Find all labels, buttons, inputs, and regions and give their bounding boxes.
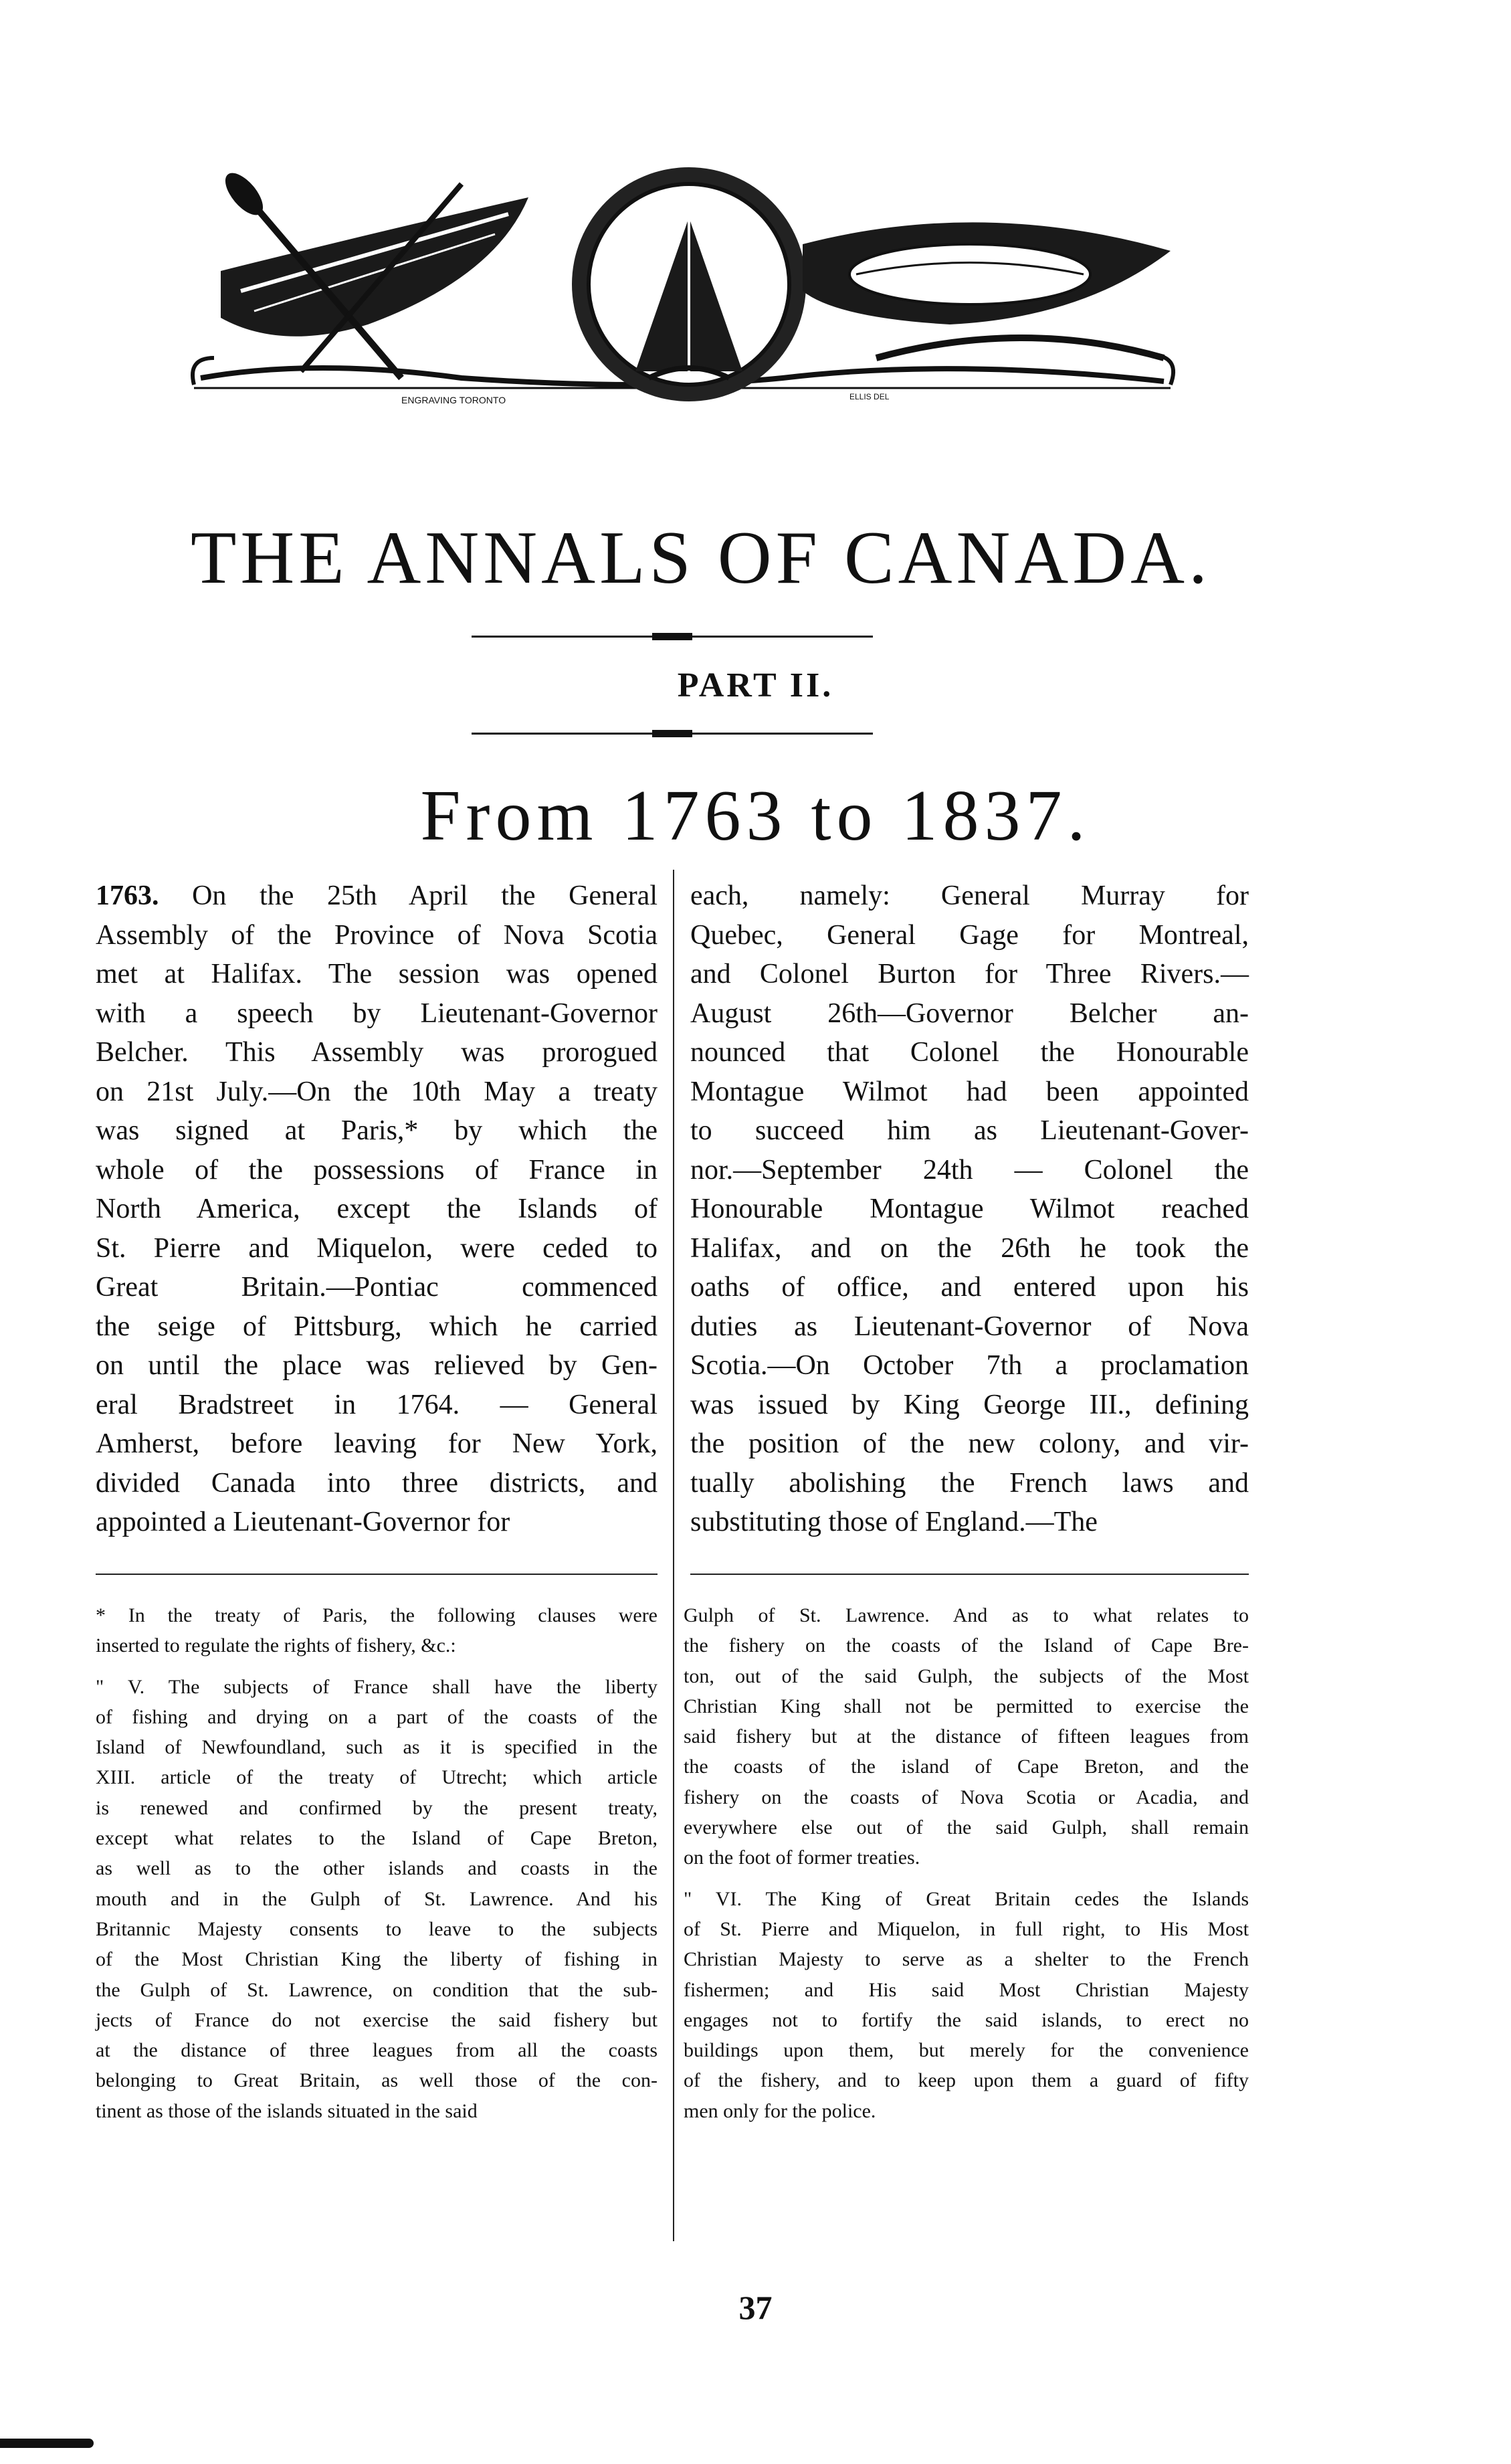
footnote-line: belonging to Great Britain, as well those of the con-: [96, 2069, 658, 2092]
footnote-line: the Gulph of St. Lawrence, on condition that the sub-: [96, 1978, 658, 2001]
divider-rule-top: [472, 636, 873, 638]
body-line: Belcher. This Assembly was prorogued: [96, 1037, 658, 1068]
footnote-line: inserted to regulate the rights of fishery, &c.:: [96, 1634, 456, 1657]
page-title: THE ANNALS OF CANADA.: [191, 516, 1212, 599]
body-line: oaths of office, and entered upon his: [690, 1272, 1249, 1303]
body-column-left: [96, 876, 658, 1542]
footnote-line: * In the treaty of Paris, the following clauses were: [96, 1604, 658, 1626]
footnote-column-left: [96, 1600, 658, 2126]
body-line: eral Bradstreet in 1764. — General: [96, 1389, 658, 1420]
footnote-line: men only for the police.: [684, 2099, 876, 2122]
body-line: was issued by King George III., defining: [690, 1389, 1249, 1420]
footnote-line: of fishing and drying on a part of the coasts of the: [96, 1705, 658, 1728]
body-line: Halifax, and on the 26th he took the: [690, 1232, 1249, 1264]
body-line: Scotia.—On October 7th a proclamation: [690, 1350, 1249, 1381]
footnote-line: " VI. The King of Great Britain cedes the Islands: [684, 1887, 1249, 1910]
fish-icon: [803, 222, 1171, 358]
body-line: divided Canada into three districts, and: [96, 1467, 658, 1499]
body-line: tually abolishing the French laws and: [690, 1467, 1249, 1499]
engraver-credit-right: ELLIS DEL: [849, 392, 890, 401]
body-line: Honourable Montague Wilmot reached: [690, 1194, 1249, 1224]
body-line: whole of the possessions of France in: [96, 1154, 658, 1186]
body-line: nor.—September 24th — Colonel the: [690, 1154, 1249, 1186]
divider-rule-bottom: [472, 733, 873, 735]
footnote-line: Island of Newfoundland, such as it is specified in the: [96, 1736, 658, 1759]
footnote-line: at the distance of three leagues from all the coasts: [96, 2039, 658, 2062]
body-line: St. Pierre and Miquelon, were ceded to: [96, 1232, 658, 1264]
footnote-line: is renewed and confirmed by the present treaty,: [96, 1796, 658, 1819]
footnote-line: fishermen; and His said Most Christian Majesty: [684, 1978, 1249, 2001]
body-line: on until the place was relieved by Gen-: [96, 1350, 658, 1381]
body-line: appointed a Lieutenant-Governor for: [96, 1507, 510, 1537]
footnote-line: buildings upon them, but merely for the convenience: [684, 2039, 1249, 2062]
body-line: August 26th—Governor Belcher an-: [690, 998, 1249, 1029]
footnote-line: except what relates to the Island of Cape Breton,: [96, 1827, 658, 1850]
footnote-line: mouth and in the Gulph of St. Lawrence. And his: [96, 1887, 658, 1910]
footnote-line: of St. Pierre and Miquelon, in full right, to His Most: [684, 1917, 1249, 1940]
footnote-line: Britannic Majesty consents to leave to the subjects: [96, 1917, 658, 1940]
body-line: Quebec, General Gage for Montreal,: [690, 919, 1249, 951]
body-line: Assembly of the Province of Nova Scotia: [96, 919, 658, 951]
footnote-line: jects of France do not exercise the said fishery but: [96, 2008, 658, 2031]
body-column-right: [690, 876, 1249, 1542]
footnote-line: of the fishery, and to keep upon them a guard of fifty: [684, 2069, 1249, 2092]
body-line: Amherst, before leaving for New York,: [96, 1428, 658, 1459]
footnote-rule-left: [96, 1574, 658, 1575]
footnote-line: on the foot of former treaties.: [684, 1846, 920, 1869]
body-line: was signed at Paris,* by which the: [96, 1115, 658, 1146]
footnote-line: engages not to fortify the said islands, to erect no: [684, 2008, 1249, 2031]
scan-edge-mark: [0, 2439, 94, 2448]
body-line: [96, 876, 658, 916]
body-line: to succeed him as Lieutenant-Gover-: [690, 1115, 1249, 1146]
decorative-banner: [181, 157, 1184, 415]
body-line: Great Britain.—Pontiac commenced: [96, 1272, 658, 1303]
body-line: nounced that Colonel the Honourable: [690, 1037, 1249, 1068]
page-number: 37: [738, 2289, 773, 2326]
footnote-line: the fishery on the coasts of the Island of Cape Bre-: [684, 1634, 1249, 1657]
body-line: and Colonel Burton for Three Rivers.—: [690, 959, 1249, 989]
footnote-line: Gulph of St. Lawrence. And as to what relates to: [684, 1604, 1249, 1626]
footnote-line: Christian Majesty to serve as a shelter to the French: [684, 1948, 1249, 1971]
tent-icon: [572, 167, 806, 401]
footnote-line: ton, out of the said Gulph, the subjects of the Most: [684, 1665, 1249, 1687]
body-line: on 21st July.—On the 10th May a treaty: [96, 1076, 658, 1107]
body-line: North America, except the Islands of: [96, 1194, 658, 1224]
body-line: the position of the new colony, and vir-: [690, 1428, 1249, 1459]
footnote-line: fishery on the coasts of Nova Scotia or Acadia, and: [684, 1786, 1249, 1808]
footnote-column-right: [684, 1600, 1249, 2126]
footnote-line: tinent as those of the islands situated in the said: [96, 2099, 478, 2122]
column-divider: [673, 870, 674, 2241]
footnote-rule-right: [690, 1574, 1249, 1575]
footnote-line: XIII. article of the treaty of Utrecht; which article: [96, 1766, 658, 1789]
engraver-credit-left: ENGRAVING TORONTO: [401, 395, 506, 405]
body-line: Montague Wilmot had been appointed: [690, 1076, 1249, 1107]
body-line-text: On the 25th April the General: [159, 880, 658, 911]
footnote-line: said fishery but at the distance of fifteen leagues from: [684, 1725, 1249, 1748]
part-heading: PART II.: [677, 666, 834, 704]
footnote-line: the coasts of the island of Cape Breton, and the: [684, 1756, 1249, 1778]
footnote-line: everywhere else out of the said Gulph, shall remain: [684, 1816, 1249, 1839]
section-subtitle: From 1763 to 1837.: [420, 776, 1091, 856]
year-marker: 1763.: [96, 880, 159, 911]
body-line: met at Halifax. The session was opened: [96, 959, 658, 989]
body-line: duties as Lieutenant-Governor of Nova: [690, 1311, 1249, 1342]
footnote-line: " V. The subjects of France shall have the liberty: [96, 1675, 658, 1698]
footnote-line: of the Most Christian King the liberty of fishing in: [96, 1948, 658, 1971]
body-line: with a speech by Lieutenant-Governor: [96, 998, 658, 1029]
body-line: the seige of Pittsburg, which he carried: [96, 1311, 658, 1342]
body-line: substituting those of England.—The: [690, 1507, 1098, 1537]
footnote-line: Christian King shall not be permitted to exercise the: [684, 1695, 1249, 1717]
footnote-line: as well as to the other islands and coasts in the: [96, 1857, 658, 1880]
body-line: each, namely: General Murray for: [690, 880, 1249, 911]
